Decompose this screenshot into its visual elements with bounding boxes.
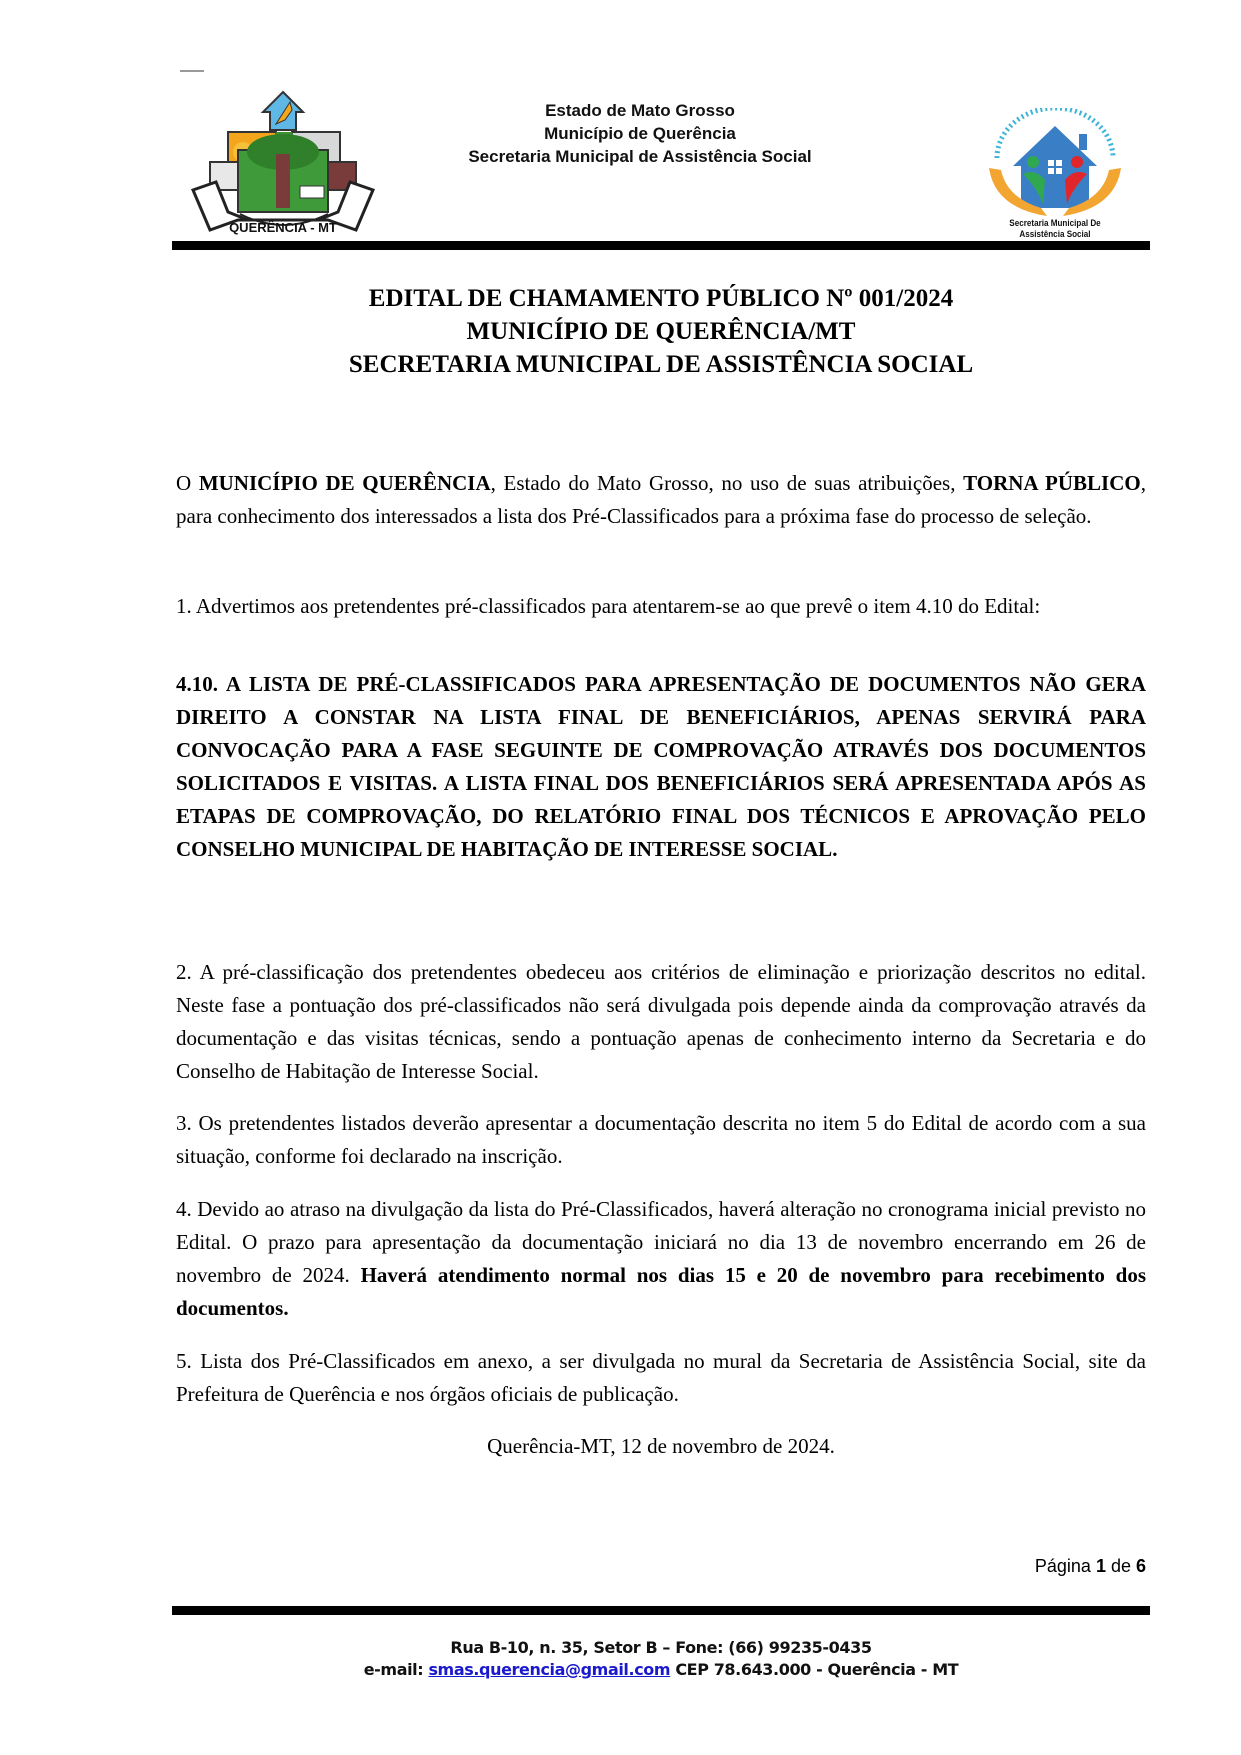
email-link[interactable]: smas.querencia@gmail.com — [428, 1660, 671, 1679]
email-label: e-mail: — [363, 1660, 429, 1679]
crest-caption: QUERÊNCIA - MT — [229, 220, 337, 235]
paragraph-item-4 — [176, 1193, 1146, 1325]
page-of: de — [1105, 1556, 1136, 1576]
intro-middle: , Estado do Mato Grosso, no uso de suas atribuições, — [490, 471, 964, 495]
paragraph-item-2: 2. A pré-classificação dos pretendentes obedeceu aos critérios de eliminação e priorização descritos no edital. Neste fase a pontuação dos pré-classificados não será divulgada pois depende ainda da comprovação através da documentação e das visitas técnicas, sendo a pontuação apenas de conhecimento interno da Secretaria e do Conselho de Habitação de Interesse Social. — [176, 960, 1146, 1083]
footer-address: Rua B-10, n. 35, Setor B – Fone: (66) 99235-0435 — [450, 1638, 872, 1657]
header-divider — [172, 241, 1150, 250]
intro-suffix: , para conhecimento dos interessados a lista dos Pré-Classificados para a próxima fase do processo de seleção. — [176, 471, 1146, 528]
page-label: Página — [1034, 1556, 1096, 1576]
intro-bold-torna-publico: TORNA PÚBLICO — [963, 471, 1141, 495]
logo-caption-line1: Secretaria Municipal De — [1009, 218, 1101, 228]
item-4-regular-text: 4. Devido ao atraso na divulgação da lista do Pré-Classificados, haverá alteração no cronograma inicial previsto no Edital. O prazo para apresentação da documentação iniciará no dia 13 de novembro encerrando em 26 de novembro de 2024. — [176, 1197, 1146, 1287]
item-4-bold-text: Haverá atendimento normal nos dias 15 e 20 de novembro para recebimento dos documentos. — [176, 1263, 1146, 1320]
document-title — [172, 282, 1150, 381]
paragraph-item-5: 5. Lista dos Pré-Classificados em anexo, a ser divulgada no mural da Secretaria de Assistência Social, site da Prefeitura de Querência e nos órgãos oficiais de publicação. — [176, 1349, 1146, 1406]
paragraph-item-4-10: 4.10. A LISTA DE PRÉ-CLASSIFICADOS PARA APRESENTAÇÃO DE DOCUMENTOS NÃO GERA DIREITO A CONSTAR NA LISTA FINAL DE BENEFICIÁRIOS, APENAS SERVIRÁ PARA CONVOCAÇÃO PARA A FASE SEGUINTE DE COMPROVAÇÃO ATRAVÉS DOS DOCUMENTOS SOLICITADOS E VISITAS. A LISTA FINAL DOS BENEFICIÁRIOS SERÁ APRESENTADA APÓS AS ETAPAS DE COMPROVAÇÃO, DO RELATÓRIO FINAL DOS TÉCNICOS E APROVAÇÃO PELO CONSELHO MUNICIPAL DE HABITAÇÃO DE INTERESSE SOCIAL. — [176, 672, 1146, 861]
title-line-edital: EDITAL DE CHAMAMENTO PÚBLICO Nº 001/2024 — [368, 285, 954, 312]
title-line-municipio: MUNICÍPIO DE QUERÊNCIA/MT — [466, 318, 856, 345]
footer-divider — [172, 1606, 1150, 1615]
intro-paragraph — [176, 467, 1146, 533]
page-number — [960, 1555, 1146, 1577]
municipal-crest-logo — [188, 90, 378, 238]
title-line-secretaria: SECRETARIA MUNICIPAL DE ASSISTÊNCIA SOCIAL — [348, 351, 974, 378]
paragraph-item-1: 1. Advertimos aos pretendentes pré-classificados para atentarem-se ao que prevê o item 4.10 do Edital: — [176, 594, 1041, 618]
page-total: 6 — [1135, 1556, 1146, 1576]
footer-contact — [172, 1637, 1150, 1681]
place-and-date: Querência-MT, 12 de novembro de 2024. — [487, 1434, 835, 1458]
letterhead — [420, 99, 860, 168]
footer-contact-line — [172, 1659, 1150, 1681]
page-current: 1 — [1095, 1556, 1106, 1576]
intro-prefix: O — [176, 471, 199, 495]
letterhead-municipality: Município de Querência — [544, 124, 736, 143]
letterhead-state: Estado de Mato Grosso — [545, 101, 735, 120]
cep-city: CEP 78.643.000 - Querência - MT — [670, 1660, 959, 1679]
intro-bold-municipio: MUNICÍPIO DE QUERÊNCIA — [198, 471, 491, 495]
scan-mark — [180, 70, 204, 72]
letterhead-department: Secretaria Municipal de Assistência Social — [468, 147, 812, 166]
social-assistance-logo-caption — [992, 218, 1118, 240]
logo-caption-line2: Assistência Social — [1019, 229, 1091, 239]
paragraph-item-3: 3. Os pretendentes listados deverão apresentar a documentação descrita no item 5 do Edital de acordo com a sua situação, conforme foi declarado na inscrição. — [176, 1111, 1146, 1168]
